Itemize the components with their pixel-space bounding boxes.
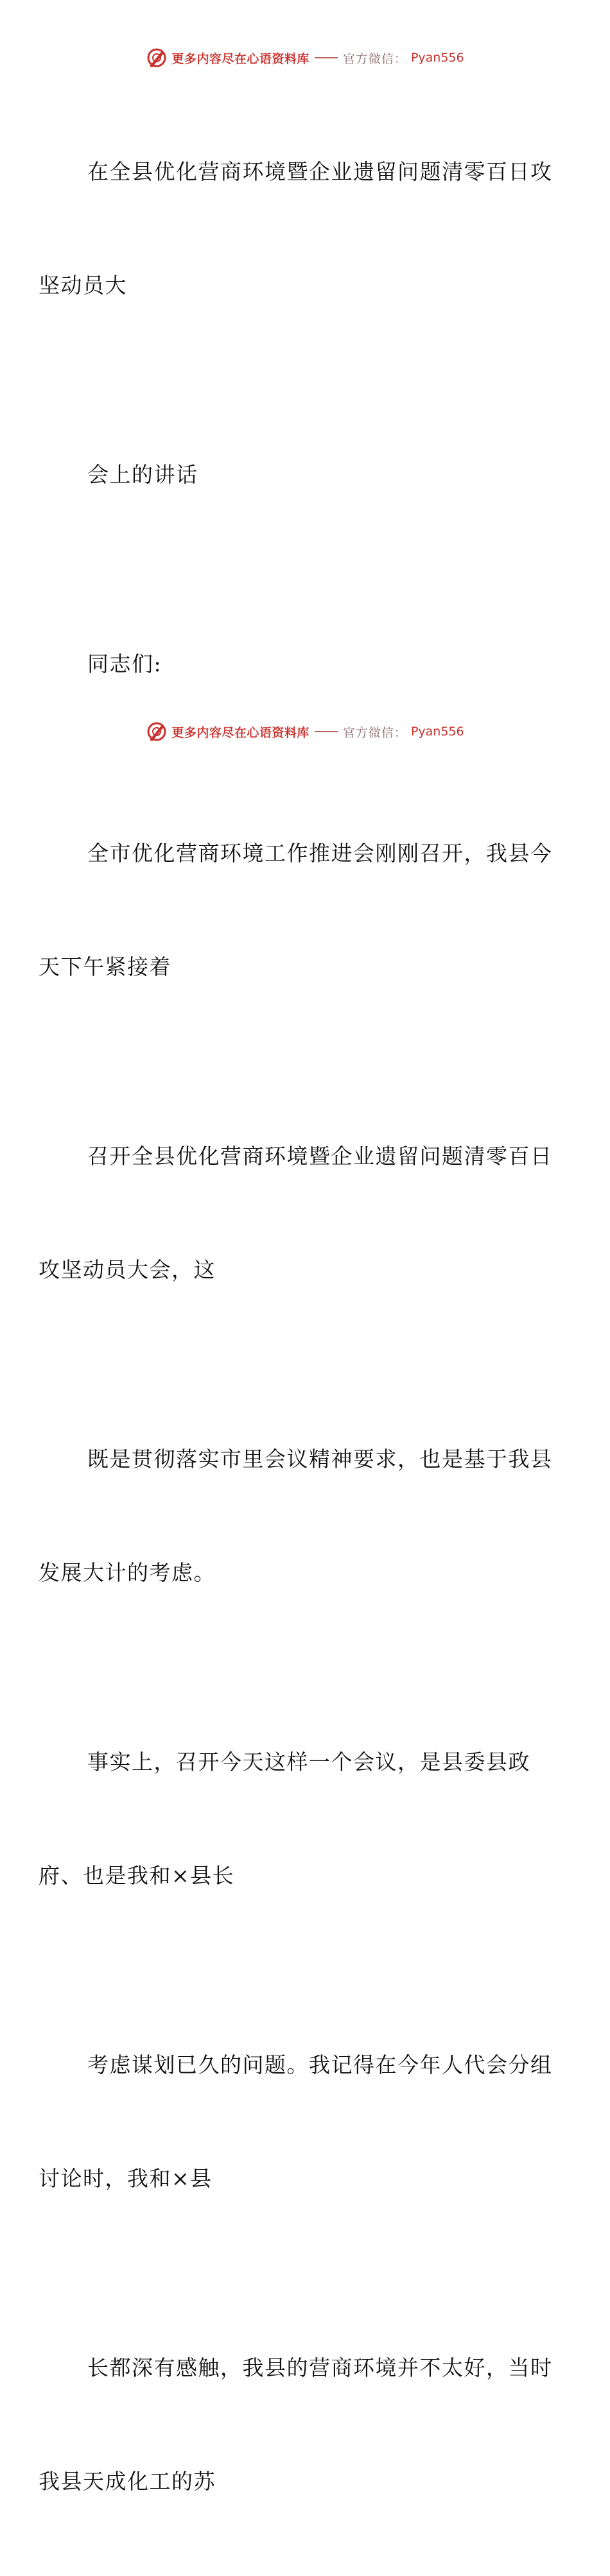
text-line: 攻坚动员大会，这 <box>39 1257 216 1282</box>
pen-logo-icon <box>146 721 168 743</box>
wechat-id: Pyan556 <box>410 51 464 65</box>
banner-dash <box>315 731 338 732</box>
text-line: 考虑谋划已久的问题。我记得在今年人代会分组 <box>87 2052 553 2077</box>
text-line: 讨论时，我和×县 <box>39 2166 213 2191</box>
paragraph <box>39 2273 557 2576</box>
text-line: 我县天成化工的苏 <box>39 2469 216 2494</box>
paragraph <box>39 1667 557 1970</box>
text-line: 事实上，召开今天这样一个会议，是县委县政 <box>87 1749 530 1774</box>
pen-logo-icon <box>146 47 168 69</box>
header-banner <box>0 46 610 69</box>
document-body <box>39 77 557 2576</box>
text-line: 既是贯彻落实市里会议精神要求，也是基于我县 <box>87 1447 553 1472</box>
paragraph <box>39 1061 557 1364</box>
paragraph <box>39 1364 557 1667</box>
paragraph <box>39 77 557 380</box>
text-line: 长都深有感触，我县的营商环境并不太好，当时 <box>87 2355 553 2380</box>
text-line: 坚动员大 <box>39 273 127 298</box>
paragraph <box>39 759 557 1061</box>
text-line: 全市优化营商环境工作推进会刚刚召开，我县今 <box>87 841 553 866</box>
text-line: 发展大计的考虑。 <box>39 1560 216 1585</box>
wechat-id: Pyan556 <box>410 725 464 739</box>
text-line: 府、也是我和×县长 <box>39 1863 235 1888</box>
wechat-label: 官方微信： <box>342 725 407 740</box>
text-line: 召开全县优化营商环境暨企业遗留问题清零百日 <box>87 1144 553 1169</box>
promo-text: 更多内容尽在心语资料库 <box>171 725 309 740</box>
text-line: 会上的讲话 <box>87 462 198 487</box>
paragraph <box>63 380 557 569</box>
text-line: 天下午紧接着 <box>39 954 171 979</box>
paragraph <box>39 1970 557 2273</box>
banner-dash <box>315 57 338 58</box>
footer-banner <box>0 720 610 743</box>
text-line: 同志们: <box>87 651 162 676</box>
promo-text: 更多内容尽在心语资料库 <box>171 51 309 66</box>
wechat-label: 官方微信： <box>342 51 407 66</box>
text-line: 在全县优化营商环境暨企业遗留问题清零百日攻 <box>87 159 553 184</box>
